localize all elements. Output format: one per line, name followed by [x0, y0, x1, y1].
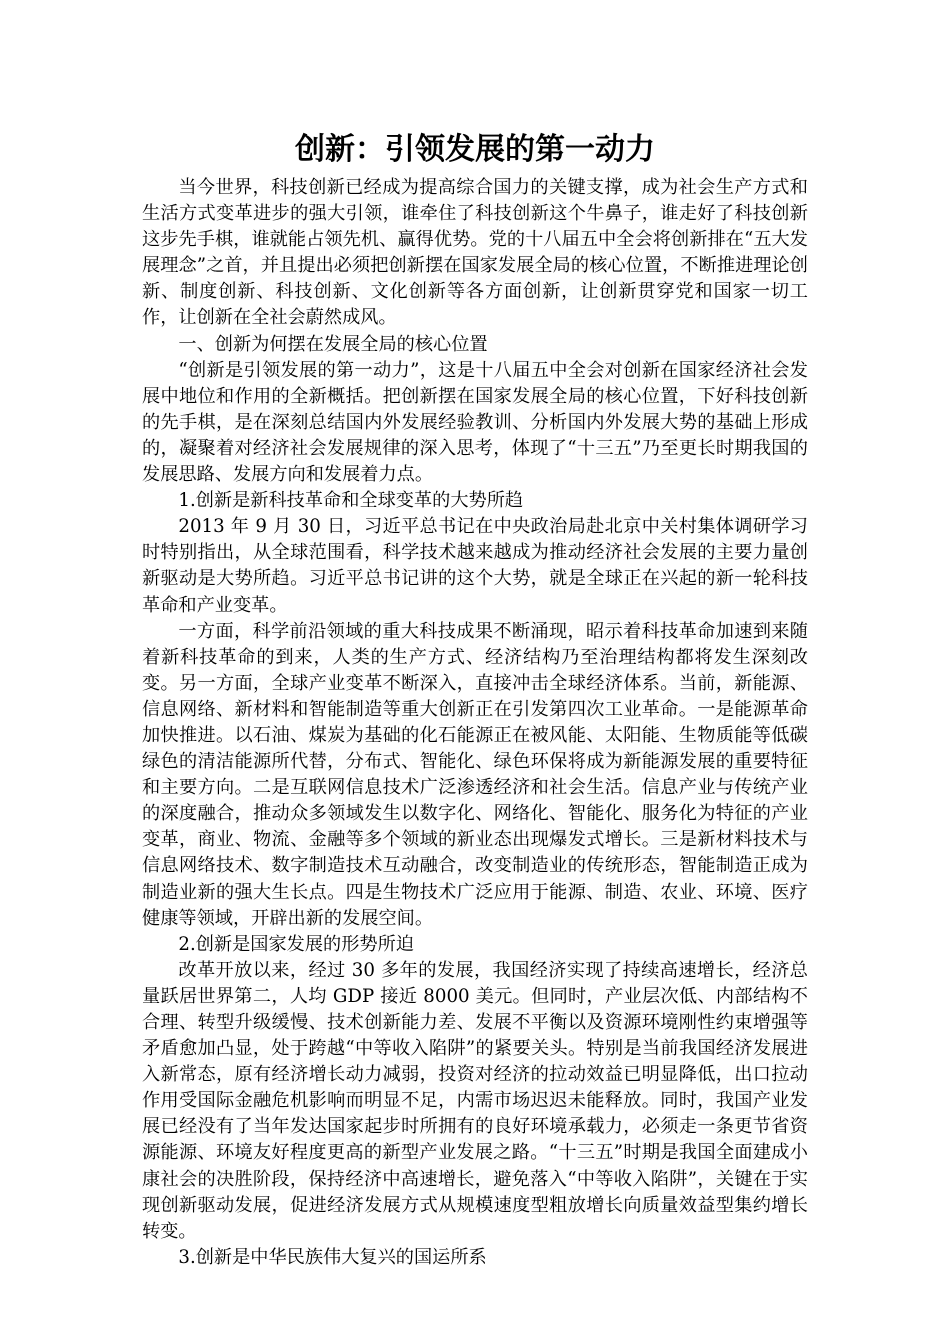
paragraph: 2013 年 9 月 30 日，习近平总书记在中央政治局赴北京中关村集体调研学习时特别指出，从全球范围看，科学技术越来越成为推动经济社会发展的主要力量创新驱动是大势所趋。习近平总书记讲的这个大势，就是全球正在兴起的新一轮科技革命和产业变革。: [142, 516, 808, 616]
subsection-heading-3: 3.创新是中华民族伟大复兴的国运所系: [178, 1246, 487, 1268]
paragraph: 一方面，科学前沿领域的重大科技成果不断涌现，昭示着科技革命加速到来随着新科技革命的到来，人类的生产方式、经济结构乃至治理结构都将发生深刻改变。另一方面，全球产业变革不断深入，直接冲击全球经济体系。当前，新能源、信息网络、新材料和智能制造等重大创新正在引发第四次工业革命。一是能源革命加快推进。以石油、煤炭为基础的化石能源正在被风能、太阳能、生物质能等低碳绿色的清洁能源所代替，分布式、智能化、绿色环保将成为新能源发展的重要特征和主要方向。二是互联网信息技术广泛渗透经济和社会生活。信息产业与传统产业的深度融合，推动众多领域发生以数字化、网络化、智能化、服务化为特征的产业变革，商业、物流、金融等多个领域的新业态出现爆发式增长。三是新材料技术与信息网络技术、数字制造技术互动融合，改变制造业的传统形态，智能制造正成为制造业新的强大生长点。四是生物技术广泛应用于能源、制造、农业、环境、医疗健康等领域，开辟出新的发展空间。: [142, 620, 808, 929]
paragraph-intro: 当今世界，科技创新已经成为提高综合国力的关键支撑，成为社会生产方式和生活方式变革进步的强大引领，谁牵住了科技创新这个牛鼻子，谁走好了科技创新这步先手棋，谁就能占领先机、赢得优势。党的十八届五中全会将创新排在“五大发展理念”之首，并且提出必须把创新摆在国家发展全局的核心位置，不断推进理论创新、制度创新、科技创新、文化创新等各方面创新，让创新贯穿党和国家一切工作，让创新在全社会蔚然成风。: [142, 177, 808, 329]
subsection-heading-2: 2.创新是国家发展的形势所迫: [178, 933, 414, 955]
paragraph: 改革开放以来，经过 30 多年的发展，我国经济实现了持续高速增长，经济总量跃居世界第二，人均 GDP 接近 8000 美元。但同时，产业层次低、内部结构不合理、转型升级缓慢、技术创新能力差、发展不平衡以及资源环境刚性约束增强等矛盾愈加凸显，处于跨越“中等收入陷阱”的紧要关头。特别是当前我国经济发展进入新常态，原有经济增长动力减弱，投资对经济的拉动效益已明显降低，出口拉动作用受国际金融危机影响而明显不足，内需市场迟迟未能释放。同时，我国产业发展已经没有了当年发达国家起步时所拥有的良好环境承载力，必须走一条更节省资源能源、环境友好程度更高的新型产业发展之路。“十三五”时期是我国全面建成小康社会的决胜阶段，保持经济中高速增长，避免落入“中等收入陷阱”，关键在于实现创新驱动发展，促进经济发展方式从规模速度型粗放增长向质量效益型集约增长转变。: [142, 959, 808, 1242]
subsection-heading-1: 1.创新是新科技革命和全球变革的大势所趋: [178, 490, 524, 512]
paragraph: “创新是引领发展的第一动力”，这是十八届五中全会对创新在国家经济社会发展中地位和作用的全新概括。把创新摆在国家发展全局的核心位置，下好科技创新的先手棋，是在深刻总结国内外发展经验教训、分析国内外发展大势的基础上形成的，凝聚着对经济社会发展规律的深入思考，体现了“十三五”乃至更长时期我国的发展思路、发展方向和发展着力点。: [142, 359, 808, 486]
document-body: [142, 175, 808, 1271]
section-heading-1: 一、创新为何摆在发展全局的核心位置: [178, 333, 488, 355]
document-title: 创新：引领发展的第一动力: [295, 132, 655, 167]
